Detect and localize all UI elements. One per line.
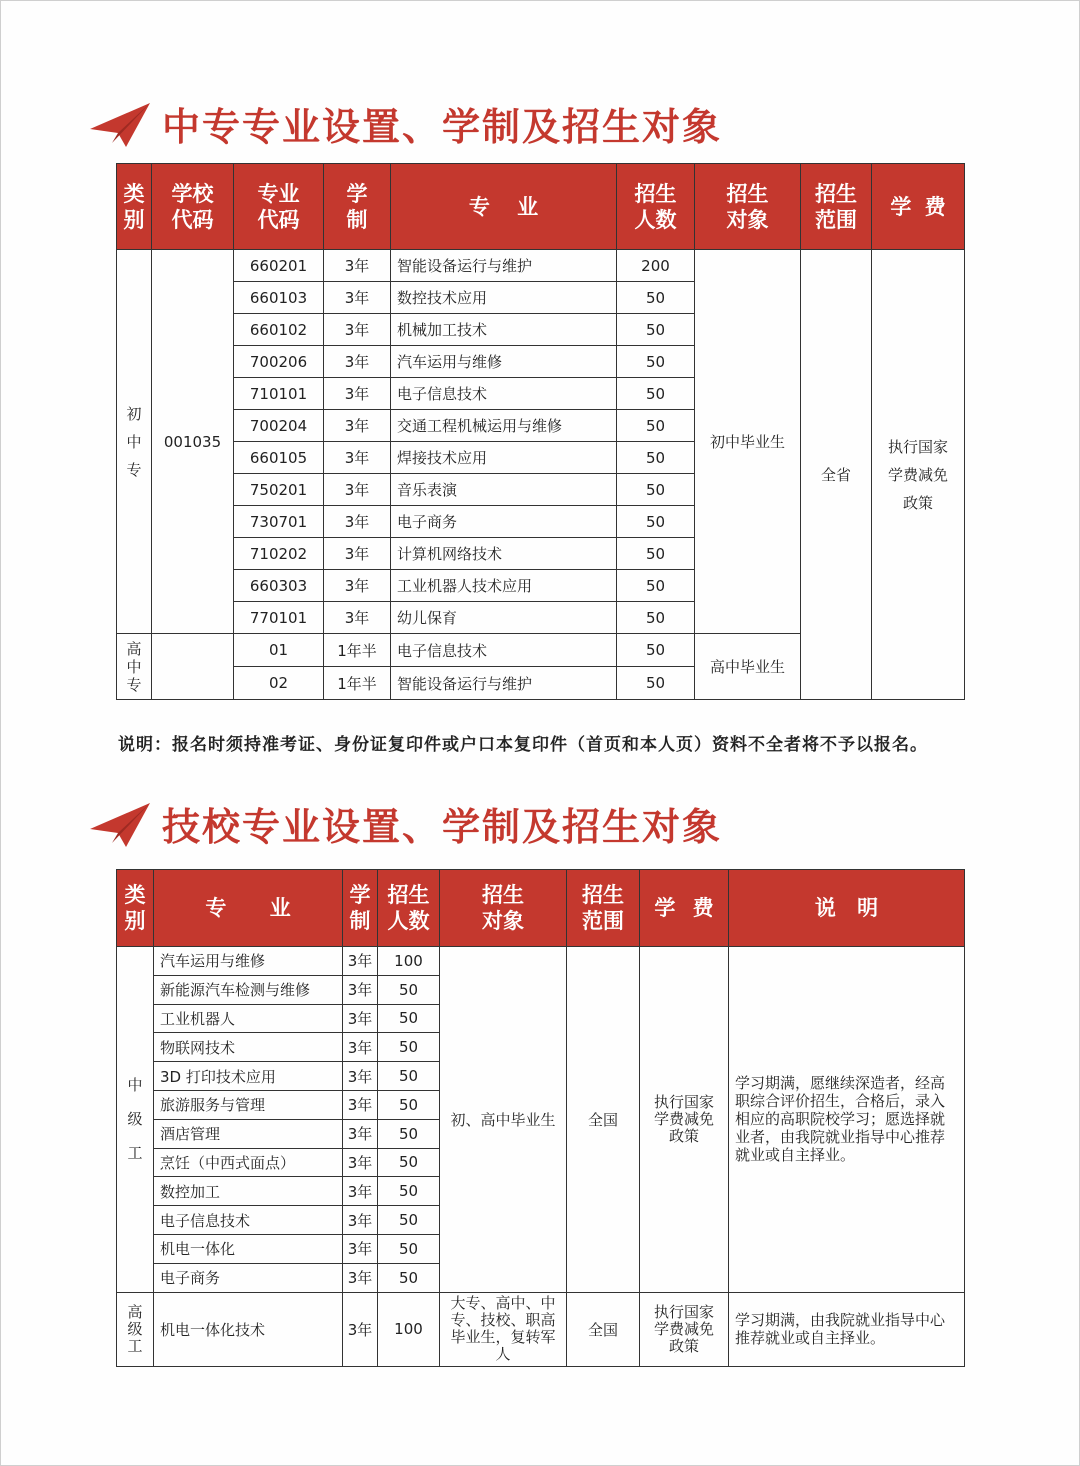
duration-cell: 3年 [343,975,378,1004]
header-category: 类别 [117,870,154,947]
major-cell: 汽车运用与维修 [391,346,617,378]
school-code-cell [152,634,234,700]
major-code-cell: 700204 [234,410,324,442]
section1-title: 中专专业设置、学制及招生对象 [162,103,723,149]
enrollment-cell: 50 [378,1263,440,1292]
enrollment-cell: 50 [378,1234,440,1263]
header-school-code: 学校代码 [152,164,234,250]
technical-school-table [116,869,965,1367]
header-fee: 学 费 [872,164,965,250]
major-cell: 电子商务 [391,506,617,538]
duration-cell: 3年 [343,1119,378,1148]
major-cell: 机械加工技术 [391,314,617,346]
duration-cell: 3年 [343,1177,378,1206]
header-target: 招生对象 [695,164,801,250]
duration-cell: 3年 [324,570,391,602]
table2-header-row [117,870,965,947]
enrollment-cell: 50 [378,1090,440,1119]
enrollment-cell: 50 [378,1033,440,1062]
category-cell [117,250,152,634]
major-cell: 新能源汽车检测与维修 [154,975,343,1004]
major-code-cell: 660303 [234,570,324,602]
table-row [117,250,965,282]
enrollment-cell: 50 [617,602,695,634]
table-row [117,1292,965,1366]
enrollment-cell: 100 [378,947,440,976]
duration-cell: 3年 [324,250,391,282]
header-enrollment: 招生人数 [617,164,695,250]
category-cell [117,1292,154,1366]
duration-cell: 3年 [343,1033,378,1062]
major-code-cell: 660103 [234,282,324,314]
target-cell: 初中毕业生 [695,250,801,634]
vertical-label: 中级工 [127,1076,143,1163]
scope-cell: 全国 [567,947,640,1293]
duration-cell: 3年 [343,1263,378,1292]
duration-cell: 3年 [324,410,391,442]
major-cell: 烹饪（中西式面点） [154,1148,343,1177]
school-code-cell: 001035 [152,250,234,634]
enrollment-cell: 50 [617,314,695,346]
duration-cell: 3年 [324,282,391,314]
major-code-cell: 01 [234,634,324,667]
enrollment-cell: 50 [617,667,695,700]
major-code-cell: 700206 [234,346,324,378]
major-cell: 酒店管理 [154,1119,343,1148]
section2-title: 技校专业设置、学制及招生对象 [162,803,723,849]
enrollment-cell: 50 [617,378,695,410]
duration-cell: 3年 [324,538,391,570]
duration-cell: 3年 [324,602,391,634]
header-category: 类别 [117,164,152,250]
duration-cell: 3年 [324,314,391,346]
section2-heading [88,788,722,858]
secondary-school-table [116,163,965,700]
duration-cell: 3年 [324,506,391,538]
major-code-cell: 750201 [234,474,324,506]
header-scope: 招生范围 [801,164,872,250]
enrollment-cell: 50 [378,1004,440,1033]
major-cell: 幼儿保育 [391,602,617,634]
major-code-cell: 710202 [234,538,324,570]
duration-cell: 3年 [324,442,391,474]
target-cell: 高中毕业生 [695,634,801,700]
header-duration: 学制 [324,164,391,250]
header-enrollment: 招生人数 [378,870,440,947]
vertical-label: 高中专 [126,639,142,694]
enrollment-cell: 100 [378,1292,440,1366]
enrollment-cell: 50 [378,1177,440,1206]
section1-heading [88,88,722,158]
wrapped-text: 执行国家学费减免政策 [653,1092,714,1145]
major-cell: 交通工程机械运用与维修 [391,410,617,442]
enrollment-cell: 50 [617,570,695,602]
enrollment-cell: 50 [378,1148,440,1177]
fee-cell [640,947,729,1293]
category-cell [117,634,152,700]
enrollment-cell: 50 [378,1062,440,1091]
vertical-label: 初中专 [126,404,142,479]
table-row [117,947,965,976]
fee-cell [872,250,965,700]
table1-header-row [117,164,965,250]
registration-note: 说明：报名时须持准考证、身份证复印件或户口本复印件（首页和本人页）资料不全者将不予以报名。 [118,735,928,755]
duration-cell: 3年 [324,346,391,378]
major-cell: 计算机网络技术 [391,538,617,570]
major-cell: 物联网技术 [154,1033,343,1062]
major-cell: 音乐表演 [391,474,617,506]
header-duration: 学制 [343,870,378,947]
scope-cell: 全国 [567,1292,640,1366]
duration-cell: 3年 [343,1090,378,1119]
duration-cell: 3年 [343,1062,378,1091]
enrollment-cell: 50 [617,282,695,314]
enrollment-cell: 50 [617,538,695,570]
major-cell: 汽车运用与维修 [154,947,343,976]
major-cell: 电子信息技术 [391,378,617,410]
enrollment-cell: 200 [617,250,695,282]
category-cell [117,947,154,1293]
major-cell: 智能设备运行与维护 [391,250,617,282]
remark-cell: 学习期满，由我院就业指导中心推荐就业或自主择业。 [729,1292,965,1366]
major-cell: 智能设备运行与维护 [391,667,617,700]
major-code-cell: 660201 [234,250,324,282]
duration-cell: 3年 [343,1148,378,1177]
duration-cell: 1年半 [324,634,391,667]
enrollment-cell: 50 [378,1119,440,1148]
enrollment-cell: 50 [617,442,695,474]
paper-plane-icon [88,95,152,151]
enrollment-cell: 50 [617,410,695,442]
duration-cell: 3年 [343,1234,378,1263]
wrapped-text: 大专、高中、中专、技校、职高毕业生，复转军人 [450,1294,556,1364]
duration-cell: 1年半 [324,667,391,700]
major-cell: 电子信息技术 [391,634,617,667]
scope-cell: 全省 [801,250,872,700]
target-cell: 初、高中毕业生 [440,947,567,1293]
enrollment-cell: 50 [617,474,695,506]
major-cell: 工业机器人技术应用 [391,570,617,602]
duration-cell: 3年 [343,1292,378,1366]
header-major: 专 业 [154,870,343,947]
enrollment-cell: 50 [378,975,440,1004]
header-major-code: 专业代码 [234,164,324,250]
enrollment-cell: 50 [378,1206,440,1235]
header-target: 招生对象 [440,870,567,947]
major-code-cell: 02 [234,667,324,700]
vertical-label: 高级工 [127,1302,143,1355]
duration-cell: 3年 [324,474,391,506]
major-cell: 工业机器人 [154,1004,343,1033]
duration-cell: 3年 [343,1206,378,1235]
major-code-cell: 730701 [234,506,324,538]
major-code-cell: 770101 [234,602,324,634]
major-cell: 3D 打印技术应用 [154,1062,343,1091]
header-scope: 招生范围 [567,870,640,947]
wrapped-text: 执行国家学费减免政策 [653,1302,714,1355]
major-code-cell: 660105 [234,442,324,474]
duration-cell: 3年 [324,378,391,410]
enrollment-cell: 50 [617,634,695,667]
major-cell: 旅游服务与管理 [154,1090,343,1119]
target-cell [440,1292,567,1366]
major-cell: 机电一体化 [154,1234,343,1263]
header-fee: 学 费 [640,870,729,947]
major-cell: 电子商务 [154,1263,343,1292]
major-cell: 电子信息技术 [154,1206,343,1235]
fee-cell [640,1292,729,1366]
major-cell: 数控技术应用 [391,282,617,314]
major-code-cell: 710101 [234,378,324,410]
remark-cell: 学习期满，愿继续深造者，经高职综合评价招生，合格后，录入相应的高职院校学习；愿选择就业者，由我院就业指导中心推荐就业或自主择业。 [729,947,965,1293]
header-major: 专 业 [391,164,617,250]
enrollment-cell: 50 [617,506,695,538]
major-cell: 机电一体化技术 [154,1292,343,1366]
wrapped-text: 执行国家学费减免政策 [887,437,948,512]
major-cell: 数控加工 [154,1177,343,1206]
duration-cell: 3年 [343,1004,378,1033]
paper-plane-icon [88,795,152,851]
enrollment-cell: 50 [617,346,695,378]
major-code-cell: 660102 [234,314,324,346]
duration-cell: 3年 [343,947,378,976]
major-cell: 焊接技术应用 [391,442,617,474]
header-remark: 说 明 [729,870,965,947]
